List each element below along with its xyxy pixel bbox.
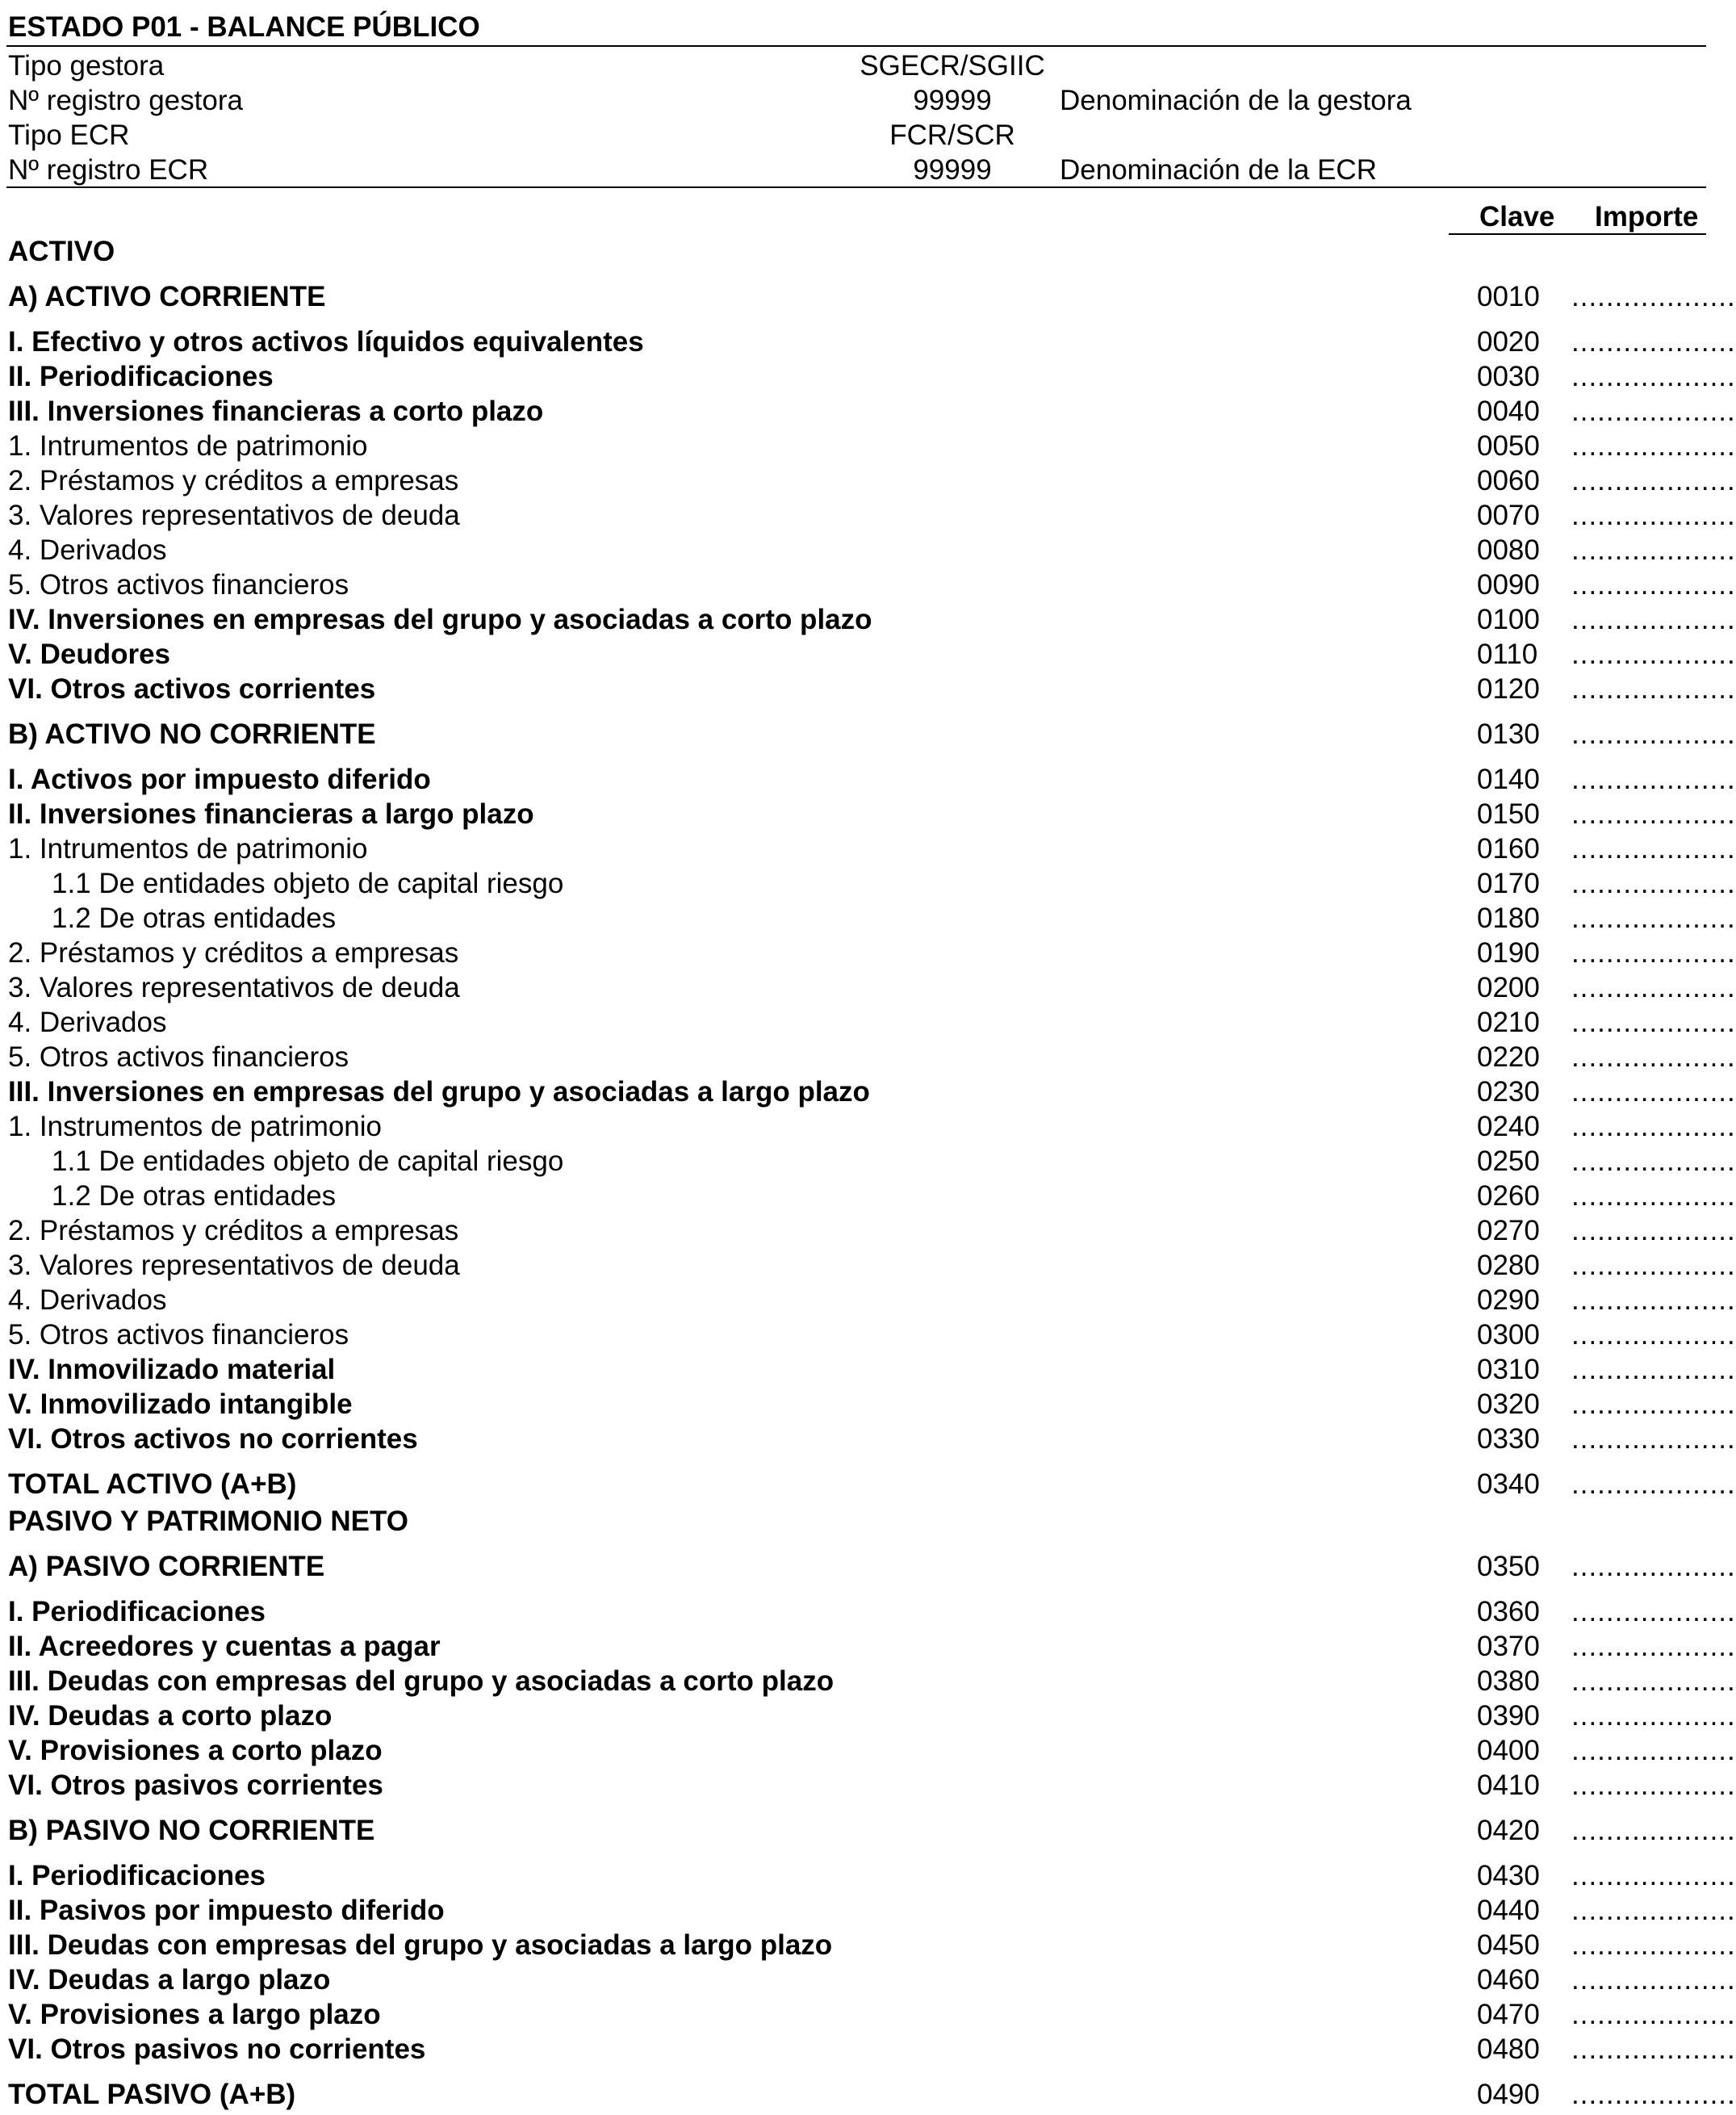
row-clave: 0460 <box>1477 1964 1540 1996</box>
row-importe-field[interactable]: ................... <box>1571 1180 1736 1212</box>
row-clave: 0050 <box>1477 430 1540 462</box>
table-row <box>0 831 1736 866</box>
row-clave: 0290 <box>1477 1284 1540 1316</box>
row-label: V. Provisiones a corto plazo <box>8 1735 383 1766</box>
row-label: III. Deudas con empresas del grupo y asociadas a corto plazo <box>8 1665 835 1697</box>
row-label: II. Acreedores y cuentas a pagar <box>8 1631 441 1662</box>
section-heading-activo: ACTIVO <box>8 236 115 267</box>
row-label: 1. Instrumentos de patrimonio <box>8 1111 383 1142</box>
column-header-rule <box>1449 233 1706 235</box>
meta-label: Nº registro gestora <box>8 85 243 116</box>
row-clave: 0240 <box>1477 1111 1540 1142</box>
row-label: 2. Préstamos y créditos a empresas <box>8 465 459 496</box>
row-clave: 0160 <box>1477 833 1540 865</box>
table-row <box>0 1317 1736 1352</box>
row-clave: 0430 <box>1477 1860 1540 1891</box>
row-label: 3. Valores representativos de deuda <box>8 500 460 531</box>
meta-rule <box>6 186 1706 188</box>
row-importe-field[interactable]: ................... <box>1571 500 1736 531</box>
row-label: 5. Otros activos financieros <box>8 1041 349 1073</box>
row-clave: 0130 <box>1477 718 1540 750</box>
row-importe-field[interactable]: ................... <box>1571 639 1736 670</box>
table-row <box>0 797 1736 831</box>
row-importe-field[interactable]: ................... <box>1571 1250 1736 1281</box>
row-label: VI. Otros activos no corrientes <box>8 1423 418 1455</box>
row-clave: 0480 <box>1477 2033 1540 2065</box>
row-importe-field[interactable]: ................... <box>1571 1860 1736 1891</box>
row-label: II. Periodificaciones <box>8 361 274 392</box>
row-importe-field[interactable]: ................... <box>1571 868 1736 899</box>
row-importe-field[interactable]: ................... <box>1571 569 1736 601</box>
table-row <box>0 637 1736 672</box>
table-row <box>0 1213 1736 1248</box>
row-label: II. Pasivos por impuesto diferido <box>8 1895 445 1926</box>
row-importe-field[interactable]: ................... <box>1571 1551 1736 1582</box>
table-row <box>0 2032 1736 2067</box>
row-importe-field[interactable]: ................... <box>1571 718 1736 750</box>
table-row <box>0 1074 1736 1109</box>
row-clave: 0270 <box>1477 1215 1540 1246</box>
row-clave: 0470 <box>1477 1999 1540 2030</box>
row-label: 1.2 De otras entidades <box>52 1180 337 1212</box>
row-clave: 0390 <box>1477 1700 1540 1732</box>
row-label: 3. Valores representativos de deuda <box>8 1250 460 1281</box>
table-row <box>0 1858 1736 1893</box>
row-clave: 0330 <box>1477 1423 1540 1455</box>
column-header-importe: Importe <box>1595 201 1699 232</box>
row-importe-field[interactable]: ................... <box>1571 1665 1736 1697</box>
row-importe-field[interactable]: ................... <box>1571 1964 1736 1996</box>
table-row <box>0 1040 1736 1074</box>
row-clave: 0090 <box>1477 569 1540 601</box>
row-clave: 0230 <box>1477 1076 1540 1108</box>
row-importe-field[interactable]: ................... <box>1571 833 1736 865</box>
row-clave: 0190 <box>1477 937 1540 969</box>
row-label: 5. Otros activos financieros <box>8 569 349 601</box>
table-row <box>0 279 1736 314</box>
row-clave: 0110 <box>1477 639 1538 670</box>
meta-value: 99999 <box>913 85 992 116</box>
table-row <box>0 325 1736 359</box>
row-clave: 0360 <box>1477 1596 1540 1627</box>
row-clave: 0100 <box>1477 604 1540 635</box>
row-clave: 0220 <box>1477 1041 1540 1073</box>
table-row <box>0 1352 1736 1387</box>
row-label: B) PASIVO NO CORRIENTE <box>8 1815 375 1846</box>
meta-value: SGECR/SGIIC <box>860 50 1045 82</box>
row-label: 1. Intrumentos de patrimonio <box>8 833 368 865</box>
row-importe-field[interactable]: ................... <box>1571 798 1736 830</box>
row-label: A) PASIVO CORRIENTE <box>8 1551 325 1582</box>
row-importe-field[interactable]: ................... <box>1571 1596 1736 1627</box>
row-importe-field[interactable]: ................... <box>1571 1111 1736 1142</box>
table-row <box>0 359 1736 394</box>
section-heading-pasivo: PASIVO Y PATRIMONIO NETO <box>8 1506 408 1537</box>
meta-desc: Denominación de la ECR <box>1060 154 1377 186</box>
meta-row-tipo-gestora <box>0 48 1716 83</box>
row-importe-field[interactable]: ................... <box>1571 2033 1736 2065</box>
row-label: A) ACTIVO CORRIENTE <box>8 281 326 312</box>
row-label: VI. Otros activos corrientes <box>8 673 376 705</box>
table-row <box>0 1962 1736 1997</box>
row-label: B) ACTIVO NO CORRIENTE <box>8 718 376 750</box>
row-clave: 0120 <box>1477 673 1540 705</box>
row-importe-field[interactable]: ................... <box>1571 1388 1736 1420</box>
row-importe-field[interactable]: ................... <box>1571 937 1736 969</box>
table-row <box>0 1733 1736 1768</box>
row-label: 1.1 De entidades objeto de capital riesgo <box>52 1145 564 1177</box>
row-importe-field[interactable]: ................... <box>1571 1076 1736 1108</box>
meta-value: 99999 <box>913 154 992 186</box>
row-importe-field[interactable]: ................... <box>1571 1895 1736 1926</box>
row-label: 2. Préstamos y créditos a empresas <box>8 1215 459 1246</box>
row-label: TOTAL PASIVO (A+B) <box>8 2079 296 2110</box>
row-label: III. Deudas con empresas del grupo y asociadas a largo plazo <box>8 1929 833 1961</box>
meta-row-registro-gestora <box>0 83 1716 118</box>
row-clave: 0020 <box>1477 326 1540 358</box>
table-row <box>0 2077 1736 2112</box>
table-row <box>0 1467 1736 1501</box>
table-row <box>0 970 1736 1005</box>
row-importe-field[interactable]: ................... <box>1571 1999 1736 2030</box>
table-row <box>0 1549 1736 1584</box>
row-label: VI. Otros pasivos corrientes <box>8 1769 383 1801</box>
row-label: I. Periodificaciones <box>8 1860 266 1891</box>
row-clave: 0070 <box>1477 500 1540 531</box>
row-clave: 0320 <box>1477 1388 1540 1420</box>
table-row <box>0 1109 1736 1144</box>
row-label: 1.1 De entidades objeto de capital riesgo <box>52 868 564 899</box>
row-label: IV. Deudas a corto plazo <box>8 1700 333 1732</box>
row-label: IV. Inmovilizado material <box>8 1354 336 1385</box>
row-clave: 0210 <box>1477 1007 1540 1038</box>
table-row <box>0 1813 1736 1848</box>
column-header-clave: Clave <box>1479 201 1555 232</box>
row-label: VI. Otros pasivos no corrientes <box>8 2033 426 2065</box>
row-importe-field[interactable]: ................... <box>1571 361 1736 392</box>
row-label: III. Inversiones en empresas del grupo y asociadas a largo plazo <box>8 1076 870 1108</box>
row-importe-field[interactable]: ................... <box>1571 1631 1736 1662</box>
row-importe-field[interactable]: ................... <box>1571 1769 1736 1801</box>
row-importe-field[interactable]: ................... <box>1571 430 1736 462</box>
table-row <box>0 866 1736 901</box>
row-label: 4. Derivados <box>8 1284 167 1316</box>
row-label: IV. Inversiones en empresas del grupo y asociadas a corto plazo <box>8 604 872 635</box>
row-label: V. Provisiones a largo plazo <box>8 1999 381 2030</box>
row-clave: 0250 <box>1477 1145 1540 1177</box>
row-label: 5. Otros activos financieros <box>8 1319 349 1351</box>
meta-row-registro-ecr <box>0 153 1716 187</box>
table-row <box>0 1664 1736 1698</box>
row-importe-field[interactable]: ................... <box>1571 396 1736 427</box>
table-row <box>0 1629 1736 1664</box>
table-row <box>0 1005 1736 1040</box>
meta-desc: Denominación de la gestora <box>1060 85 1412 116</box>
row-clave: 0350 <box>1477 1551 1540 1582</box>
meta-label: Nº registro ECR <box>8 154 209 186</box>
row-clave: 0490 <box>1477 2079 1540 2110</box>
row-clave: 0280 <box>1477 1250 1540 1281</box>
meta-label: Tipo gestora <box>8 50 165 82</box>
table-row <box>0 1893 1736 1928</box>
row-clave: 0440 <box>1477 1895 1540 1926</box>
table-row <box>0 394 1736 429</box>
row-clave: 0400 <box>1477 1735 1540 1766</box>
row-clave: 0140 <box>1477 764 1540 795</box>
row-importe-field[interactable]: ................... <box>1571 1468 1736 1500</box>
table-row <box>0 762 1736 797</box>
row-label: TOTAL ACTIVO (A+B) <box>8 1468 297 1500</box>
table-row <box>0 717 1736 752</box>
table-row <box>0 1248 1736 1283</box>
row-importe-field[interactable]: ................... <box>1571 1815 1736 1846</box>
row-importe-field[interactable]: ................... <box>1571 1319 1736 1351</box>
row-clave: 0200 <box>1477 972 1540 1003</box>
row-importe-field[interactable]: ................... <box>1571 1929 1736 1961</box>
row-label: 3. Valores representativos de deuda <box>8 972 460 1003</box>
row-importe-field[interactable]: ................... <box>1571 1423 1736 1455</box>
row-importe-field[interactable]: ................... <box>1571 2079 1736 2110</box>
meta-label: Tipo ECR <box>8 119 130 151</box>
row-label: 1.2 De otras entidades <box>52 903 337 934</box>
row-clave: 0010 <box>1477 281 1540 312</box>
table-row <box>0 602 1736 637</box>
row-clave: 0300 <box>1477 1319 1540 1351</box>
row-label: V. Deudores <box>8 639 171 670</box>
row-importe-field[interactable]: ................... <box>1571 1145 1736 1177</box>
row-label: IV. Deudas a largo plazo <box>8 1964 331 1996</box>
table-row <box>0 672 1736 706</box>
row-importe-field[interactable]: ................... <box>1571 1735 1736 1766</box>
table-row <box>0 533 1736 567</box>
row-clave: 0150 <box>1477 798 1540 830</box>
row-clave: 0080 <box>1477 534 1540 566</box>
row-importe-field[interactable]: ................... <box>1571 972 1736 1003</box>
title-rule <box>6 45 1706 47</box>
row-clave: 0260 <box>1477 1180 1540 1212</box>
row-importe-field[interactable]: ................... <box>1571 465 1736 496</box>
table-row <box>0 463 1736 498</box>
row-importe-field[interactable]: ................... <box>1571 1007 1736 1038</box>
table-row <box>0 1768 1736 1803</box>
table-row <box>0 936 1736 970</box>
row-importe-field[interactable]: ................... <box>1571 1354 1736 1385</box>
table-row <box>0 1283 1736 1317</box>
table-row <box>0 1698 1736 1733</box>
row-clave: 0410 <box>1477 1769 1540 1801</box>
row-importe-field[interactable]: ................... <box>1571 604 1736 635</box>
row-label: III. Inversiones financieras a corto plazo <box>8 396 544 427</box>
row-clave: 0370 <box>1477 1631 1540 1662</box>
row-importe-field[interactable]: ................... <box>1571 1215 1736 1246</box>
row-importe-field[interactable]: ................... <box>1571 673 1736 705</box>
row-clave: 0450 <box>1477 1929 1540 1961</box>
table-row <box>0 1928 1736 1962</box>
table-row <box>0 1997 1736 2032</box>
row-importe-field[interactable]: ................... <box>1571 1284 1736 1316</box>
meta-row-tipo-ecr <box>0 118 1716 153</box>
row-importe-field[interactable]: ................... <box>1571 534 1736 566</box>
row-importe-field[interactable]: ................... <box>1571 1700 1736 1732</box>
row-label: II. Inversiones financieras a largo plazo <box>8 798 534 830</box>
row-label: 1. Intrumentos de patrimonio <box>8 430 368 462</box>
table-row <box>0 1422 1736 1456</box>
row-clave: 0310 <box>1477 1354 1540 1385</box>
row-clave: 0060 <box>1477 465 1540 496</box>
row-clave: 0040 <box>1477 396 1540 427</box>
meta-value: FCR/SCR <box>889 119 1015 151</box>
row-importe-field[interactable]: ................... <box>1571 281 1736 312</box>
table-row <box>0 1179 1736 1213</box>
table-row <box>0 429 1736 463</box>
table-row <box>0 1144 1736 1179</box>
row-clave: 0420 <box>1477 1815 1540 1846</box>
row-label: 2. Préstamos y créditos a empresas <box>8 937 459 969</box>
document-title: ESTADO P01 - BALANCE PÚBLICO <box>8 11 480 43</box>
table-row <box>0 901 1736 936</box>
row-clave: 0340 <box>1477 1468 1540 1500</box>
table-row <box>0 498 1736 533</box>
row-clave: 0030 <box>1477 361 1540 392</box>
row-label: I. Activos por impuesto diferido <box>8 764 431 795</box>
row-label: 4. Derivados <box>8 534 167 566</box>
table-row <box>0 1594 1736 1629</box>
row-clave: 0180 <box>1477 903 1540 934</box>
table-row <box>0 567 1736 602</box>
row-label: 4. Derivados <box>8 1007 167 1038</box>
row-importe-field[interactable]: ................... <box>1571 764 1736 795</box>
row-label: V. Inmovilizado intangible <box>8 1388 353 1420</box>
row-importe-field[interactable]: ................... <box>1571 903 1736 934</box>
row-label: I. Efectivo y otros activos líquidos equivalentes <box>8 326 644 358</box>
row-clave: 0380 <box>1477 1665 1540 1697</box>
table-row <box>0 1387 1736 1422</box>
row-importe-field[interactable]: ................... <box>1571 326 1736 358</box>
row-clave: 0170 <box>1477 868 1540 899</box>
row-label: I. Periodificaciones <box>8 1596 266 1627</box>
row-importe-field[interactable]: ................... <box>1571 1041 1736 1073</box>
